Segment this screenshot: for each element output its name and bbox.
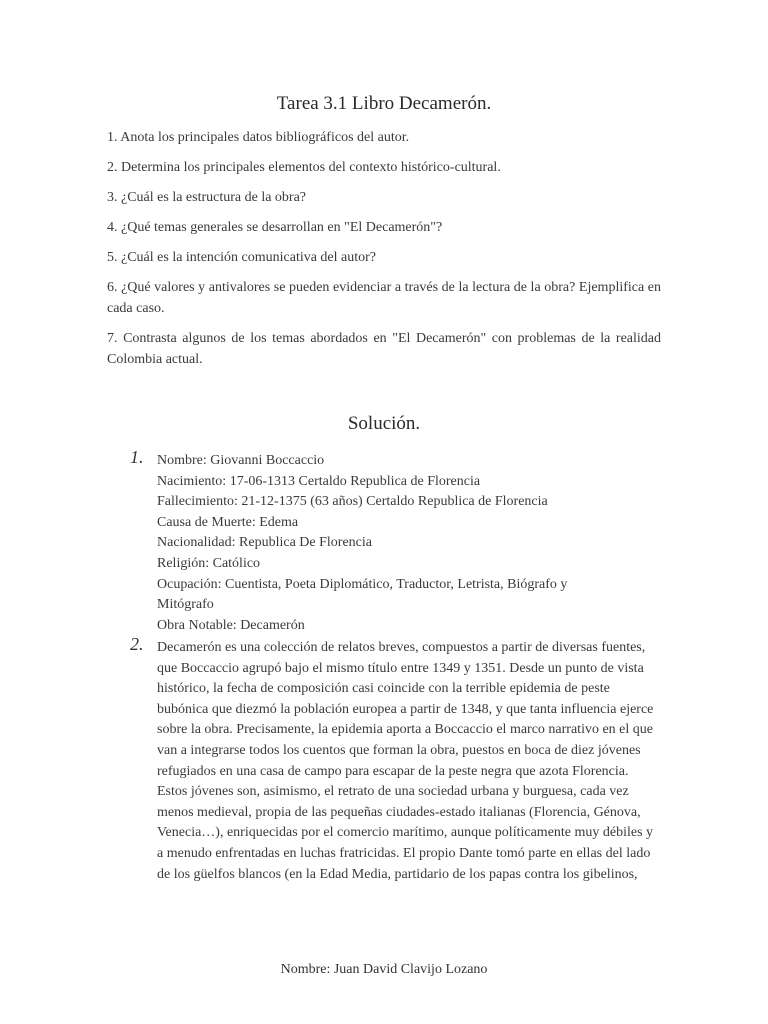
solution-heading: Solución.: [347, 413, 421, 434]
death-line: Fallecimiento: 21-12-1375 (63 años) Certaldo Republica de Florencia: [157, 494, 548, 510]
answer-1: [130, 447, 670, 636]
notable-work-line: Obra Notable: Decamerón: [157, 617, 305, 633]
question-item: 1. Anota los principales datos bibliográficos del autor.: [107, 130, 410, 145]
question-list: [107, 127, 661, 379]
nationality-line: Nacionalidad: Republica De Florencia: [157, 535, 372, 551]
context-paragraph: Decamerón es una colección de relatos breves, compuestos a partir de diversas fuentes, que Boccaccio agrupó bajo el mismo título entre 1349 y 1351. Desde un punto de vista histórico, la fecha de composición casi coincide con la terrible epidemia de peste bubónica que diezmó la población europea a partir de 1348, y que tanta influencia ejerce sobre la obra. Precisamente, la epidemia aporta a Boccaccio el marco narrativo en el que van a integrarse todos los cuentos que forman la obra, puestos en boca de diez jóvenes refugiados en una casa de campo para escapar de la peste negra que azota Florencia. Estos jóvenes son, asimismo, el retrato de una sociedad urbana y burguesa, cada vez menos medieval, propia de las pequeñas ciudades-estado italianas (Florencia, Génova, Venecia…), enriquecidas por el comercio marítimo, aunque políticamente muy débiles y a menudo enfrentadas en luchas fratricidas. El propio Dante tomó parte en ellas del lado de los güelfos blancos (en la Edad Media, partidario de los papas contra los gibelinos,: [157, 640, 654, 882]
author-data: [157, 451, 617, 636]
answer-number: 1.: [130, 447, 144, 467]
cause-of-death-line: Causa de Muerte: Edema: [157, 514, 299, 530]
author-name-line: Nombre: Giovanni Boccaccio: [157, 453, 325, 468]
question-item: 2. Determina los principales elementos del contexto histórico-cultural.: [107, 160, 501, 175]
religion-line: Religión: Católico: [157, 555, 261, 571]
question-item: 5. ¿Cuál es la intención comunicativa del autor?: [107, 250, 377, 265]
question-item: 7. Contrasta algunos de los temas abordados en "El Decamerón" con problemas de la realidad Colombia actual.: [107, 331, 661, 367]
occupation-line: Ocupación: Cuentista, Poeta Diplomático, Traductor, Letrista, Biógrafo y Mitógrafo: [157, 576, 568, 613]
question-item: 4. ¿Qué temas generales se desarrollan en "El Decamerón"?: [107, 220, 443, 235]
footer-author-name: Nombre: Juan David Clavijo Lozano: [280, 962, 488, 977]
birth-line: Nacimiento: 17-06-1313 Certaldo Republica de Florencia: [157, 473, 481, 489]
question-item: 6. ¿Qué valores y antivalores se pueden evidenciar a través de la lectura de la obra? Ejemplifica en cada caso.: [107, 280, 661, 316]
answer-2: [130, 634, 670, 885]
question-item: 3. ¿Cuál es la estructura de la obra?: [107, 190, 307, 205]
answer-number: 2.: [130, 634, 144, 654]
page-title: Tarea 3.1 Libro Decamerón.: [276, 93, 492, 114]
